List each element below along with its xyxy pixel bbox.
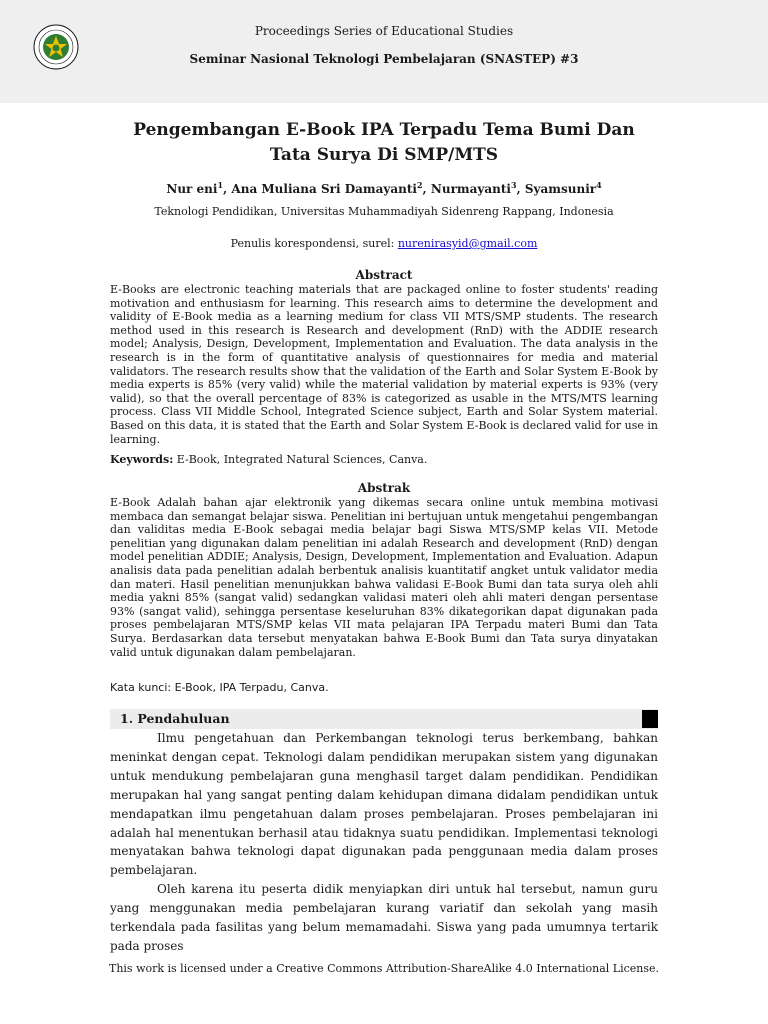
license-footer: This work is licensed under a Creative Commons Attribution-ShareAlike 4.0 International License. — [108, 962, 660, 975]
correspondence — [0, 237, 768, 250]
paragraph: Oleh karena itu peserta didik menyiapkan diri untuk hal tersebut, namun guru yang menggunakan media pembelajaran kurang variatif dan sekolah yang masih terkendala pada fasilitas yang belum memamadahi. Siswa yang pada umumnya tertarik pada proses — [110, 882, 658, 953]
seminar-name: Seminar Nasional Teknologi Pembelajaran (SNASTEP) #3 — [189, 52, 579, 66]
paper-title: Pengembangan E-Book IPA Terpadu Tema Bumi Dan Tata Surya Di SMP/MTS — [133, 120, 635, 165]
abstract-heading: Abstract — [355, 268, 413, 282]
author-list: Nur eni$^1$, Ana Muliana Sri Damayanti$^2$, Nurmayanti$^3$, Syamsunir$^4$ — [166, 180, 602, 196]
kata-kunci-label: Kata kunci — [110, 681, 168, 694]
author-affil-number: 1 — [217, 180, 224, 190]
author-name: Nurmayanti — [430, 182, 511, 196]
abstrak-text: E-Book Adalah bahan ajar elektronik yang dikemas secara online untuk membina motivasi membaca dan semangat belajar siswa. Penelitian ini bertujuan untuk mengetahui pengembangan dan validitas media E-Book sebagai media belajar bagi Siswa MTS/SMP kelas VII. Metode penelitian yang digunakan dalam penelitian ini adalah Research and development (RnD) dengan model penelitian ADDIE; Analysis, Design, Development, Implementation and Evaluation. Adapun analisis data pada penelitian adalah berbentuk analisis kuantitatif angket untuk validator media dan materi. Hasil penelitian menunjukkan bahwa validasi E-Book Bumi dan tata surya oleh ahli media yakni 85% (sangat valid) sedangkan validasi materi oleh ahli materi dengan persentase 93% (sangat valid), sehingga persentase keseluruhan 83% dikategorikan dapat digunakan pada proses pembelajaran MTS/SMP kelas VII mata pelajaran IPA Terpadu materi Bumi dan Tata Surya. Berdasarkan data tersebut menyatakan bahwa E-Book Bumi dan Tata surya dinyatakan valid untuk digunakan dalam pembelajaran. — [110, 496, 658, 659]
black-marker — [642, 710, 658, 728]
introduction-body — [110, 729, 658, 956]
kata-kunci — [110, 681, 658, 694]
author-name: Nur eni — [166, 182, 218, 196]
author-affil-number: 2 — [416, 180, 423, 190]
affiliation: Teknologi Pendidikan, Universitas Muhammadiyah Sidenreng Rappang, Indonesia — [154, 205, 614, 218]
author-affil-number: 3 — [510, 180, 517, 190]
proceedings-series: Proceedings Series of Educational Studies — [254, 24, 514, 38]
journal-header — [0, 0, 768, 103]
abstrak-heading: Abstrak — [357, 481, 411, 495]
email-link[interactable]: nurenirasyid@gmail.com — [397, 237, 538, 250]
author-affil-number: 4 — [596, 180, 602, 190]
abstract-text: E-Books are electronic teaching materials that are packaged online to foster students' reading motivation and enthusiasm for learning. This research aims to determine the development and validity of E-Book media as a learning medium for class VII MTS/SMP students. The research method used in this research is Research and development (RnD) with the ADDIE research model; Analysis, Design, Development, Implementation and Evaluation. The data analysis in the research is in the form of quantitative analysis of questionnaires for media and material validators. The research results show that the validation of the Earth and Solar System E-Book by media experts is 85% (very valid) while the material validation by material experts is 93% (very valid), so that the overall percentage of 83% is categorized as usable in the MTS/MTS learning process. Class VII Middle School, Integrated Science subject, Earth and Solar System material. Based on this data, it is stated that the Earth and Solar System E-Book is declared valid for use in learning. — [110, 283, 658, 446]
author-name: Syamsunir — [524, 182, 597, 196]
kata-kunci-list: : E-Book, IPA Terpadu, Canva. — [167, 681, 329, 694]
correspondence-label: Penulis korespondensi, surel: — [230, 237, 398, 250]
keywords-list: E-Book, Integrated Natural Sciences, Canva. — [173, 453, 428, 466]
introduction-heading: 1. Pendahuluan — [120, 711, 230, 726]
keywords — [110, 453, 658, 466]
author-name: Ana Muliana Sri Damayanti — [231, 182, 417, 196]
keywords-label: Keywords: — [110, 453, 174, 466]
paragraph: Ilmu pengetahuan dan Perkembangan teknologi terus berkembang, bahkan meninkat dengan cepat. Teknologi dalam pendidikan merupakan sistem yang digunakan untuk mendukung pembelajaran guna menghasil target dalam pendidikan. Pendidikan merupakan hal yang sangat penting dalam kehidupan dimana didalam pendidikan untuk mendapatkan ilmu pengetahuan dalam proses pembelajaran. Proses pembelajaran ini adalah hal menentukan berhasil atau tidaknya suatu pendidikan. Implementasi teknologi menyatakan bahwa teknologi dapat digunakan pada penggunaan media dalam proses pembelajaran. — [110, 731, 658, 878]
